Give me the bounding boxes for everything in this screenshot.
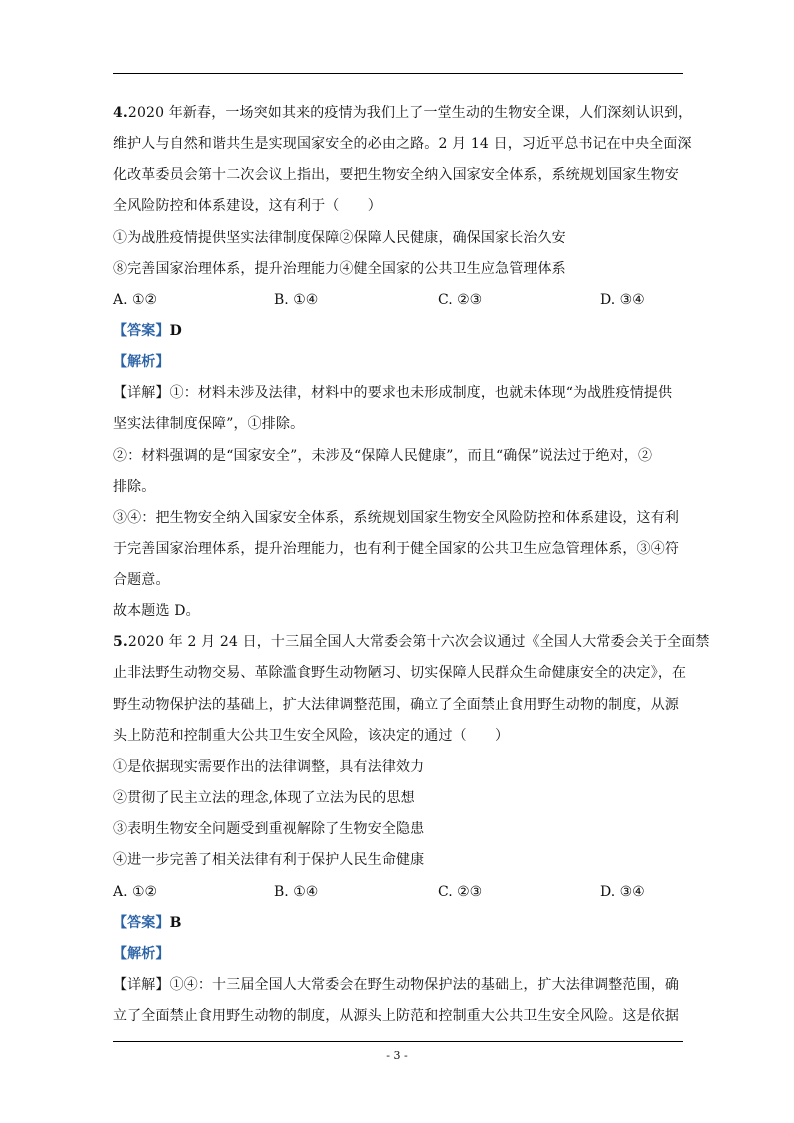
q5-option-c: C. ②③ <box>438 884 483 900</box>
q4-analysis <box>113 352 685 372</box>
q4-line-3: 化改革委员会第十二次会议上指出，要把生物安全纳入国家安全体系，系统规划国家生物安 <box>113 167 679 183</box>
q4-statement-1: ①为战胜疫情提供坚实法律制度保障②保障人民健康，确保国家长治久安 <box>113 230 566 246</box>
q5-detail-line-1: 【详解】①④：十三届全国人大常委会在野生动物保护法的基础上，扩大法律调整范围，确 <box>113 977 680 993</box>
q4-option-c: C. ②③ <box>438 292 483 308</box>
q4-option-d: D. ③④ <box>600 292 645 308</box>
q4-line-2: 维护人与自然和谐共生是实现国家安全的必由之路。2 月 14 日，习近平总书记在中央全面深 <box>113 136 692 152</box>
q4-statement-2: ⑧完善国家治理体系，提升治理能力④健全国家的公共卫生应急管理体系 <box>113 261 566 277</box>
answer-tag: 【答案】 <box>113 915 170 931</box>
q4-detail-line-6: 于完善国家治理体系，提升治理能力，也有利于健全国家的公共卫生应急管理体系，③④符 <box>113 541 679 557</box>
page-number: - 3 - <box>386 1049 408 1062</box>
detail-tag: 【详解】 <box>113 977 170 993</box>
q5-answer <box>113 913 685 933</box>
q5-option-d: D. ③④ <box>600 884 645 900</box>
q5-number: 5. <box>113 634 128 650</box>
analysis-tag: 【解析】 <box>113 354 170 370</box>
answer-value: D <box>169 323 182 339</box>
q4-detail-line-5: ③④：把生物安全纳入国家安全体系，系统规划国家生物安全风险防控和体系建设，这有利 <box>113 510 679 526</box>
q4-detail-line-4: 排除。 <box>113 479 156 495</box>
q4-detail-line-1: 【详解】①：材料未涉及法律，材料中的要求也未形成制度，也就未体现“为战胜疫情提供 <box>113 385 673 401</box>
q5-line-3: 野生动物保护法的基础上，扩大法律调整范围，确立了全面禁止食用野生动物的制度，从源 <box>113 697 679 713</box>
detail-tag: 【详解】 <box>113 385 170 401</box>
q4-detail-line-2: 坚实法律制度保障”，①排除。 <box>113 416 305 432</box>
answer-value: B <box>169 915 182 931</box>
q5-detail-line-2: 立了全面禁止食用野生动物的制度，从源头上防范和控制重大公共卫生安全风险。这是依据 <box>113 1008 679 1024</box>
q5-line-4: 头上防范和控制重大公共卫生安全风险，该决定的通过（ ） <box>113 728 510 744</box>
q4-line-4: 全风险防控和体系建设，这有利于（ ） <box>113 198 382 214</box>
q4-detail-line-7: 合题意。 <box>113 572 170 588</box>
q5-statement-1: ①是依据现实需要作出的法律调整，具有法律效力 <box>113 759 425 775</box>
q4-detail-line-3: ②：材料强调的是“国家安全”，未涉及“保障人民健康”，而且“确保”说法过于绝对，② <box>113 448 653 464</box>
q5-option-b: B. ①④ <box>274 884 319 900</box>
q5-line-2: 止非法野生动物交易、革除滥食野生动物陋习、切实保障人民群众生命健康安全的决定》，在 <box>113 665 687 681</box>
q4-number: 4. <box>113 105 128 121</box>
q5-statement-3: ③表明生物安全问题受到重视解除了生物安全隐患 <box>113 821 425 837</box>
q5-statement-2: ②贯彻了民主立法的理念,体现了立法为民的思想 <box>113 790 415 806</box>
q4-option-b: B. ①④ <box>274 292 319 308</box>
answer-tag: 【答案】 <box>113 323 170 339</box>
footer-rule <box>113 1041 683 1042</box>
q4-detail-line-8: 故本题选 D。 <box>113 603 200 619</box>
q4-line-1: 4.2020 年新春，一场突如其来的疫情为我们上了一堂生动的生物安全课，人们深刻认识到， <box>113 105 693 121</box>
q5-statement-4: ④进一步完善了相关法律有利于保护人民生命健康 <box>113 852 425 868</box>
q5-option-a: A. ①② <box>113 884 158 900</box>
q4-option-a: A. ①② <box>113 292 158 308</box>
analysis-tag: 【解析】 <box>113 946 170 962</box>
q5-analysis <box>113 944 685 964</box>
q4-answer <box>113 321 685 341</box>
header-rule <box>113 73 683 74</box>
q5-line-1: 5.2020 年 2 月 24 日，十三届全国人大常委会第十六次会议通过《全国人大常委会关于全面禁 <box>113 634 710 650</box>
